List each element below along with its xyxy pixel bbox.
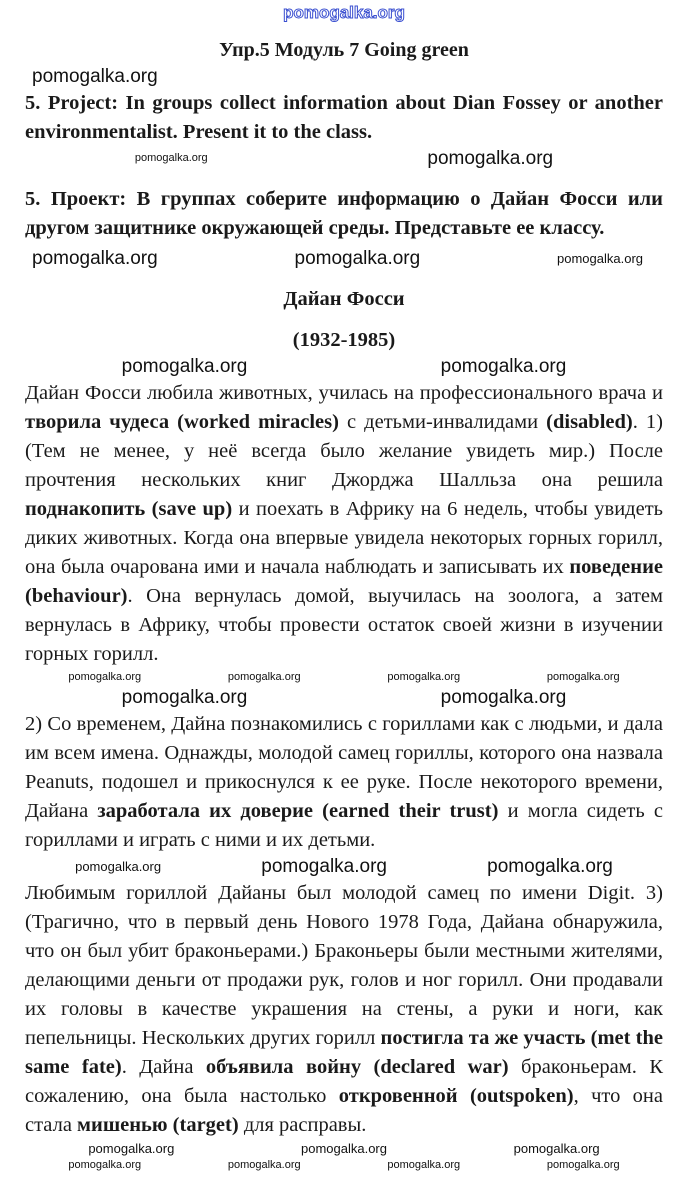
watermark: pomogalka.org [427, 147, 554, 169]
text-run: и поехать в Африку на 6 недель, чтобы увидеть диких животных. Когда она впервые увидела некоторых горных горилл, она была очарована ими и начала наблюдать и записывать их [25, 498, 664, 578]
text-run: , что она стала [25, 1085, 663, 1136]
watermark-row [25, 147, 663, 171]
article-heading: Дайан Фосси [283, 288, 405, 310]
article-years: (1932-1985) [292, 329, 396, 351]
watermark: pomogalka.org [283, 2, 405, 22]
page-title: Упр.5 Модуль 7 Going green [219, 39, 469, 61]
text-run: Дайан Фосси любила животных, училась на профессионального врача и [25, 382, 663, 404]
watermark: pomogalka.org [546, 670, 620, 683]
watermark-row [25, 247, 663, 271]
watermark: pomogalka.org [261, 855, 387, 877]
watermark: pomogalka.org [88, 1140, 175, 1156]
text-run: для расправы. [238, 1114, 367, 1136]
bold-phrase: поднакопить (save up) [25, 498, 233, 520]
watermark: pomogalka.org [557, 251, 643, 267]
watermark-row [25, 1140, 663, 1157]
bold-phrase: заработала их доверие (earned their trust) [97, 800, 499, 822]
bold-phrase: поведение (behaviour) [25, 556, 663, 607]
text-run: . 1) (Тем не менее, у неё всегда было желание увидеть мир.) После прочтения нескольких книг Джорджа Шалльза она решила [25, 411, 663, 491]
watermark: pomogalka.org [121, 355, 248, 377]
bold-phrase: объявила войну (declared war) [205, 1056, 509, 1078]
watermark-row [25, 65, 663, 89]
bold-phrase: мишенью (target) [77, 1114, 239, 1136]
watermark: pomogalka.org [68, 670, 142, 683]
watermark: pomogalka.org [227, 670, 301, 683]
watermark: pomogalka.org [440, 686, 567, 708]
watermark: pomogalka.org [32, 247, 158, 269]
bold-phrase: (disabled) [546, 411, 633, 433]
watermark: pomogalka.org [32, 65, 158, 87]
watermark: pomogalka.org [513, 1140, 600, 1156]
text-run: . Она вернулась домой, выучилась на зоолога, а затем вернулась в Африку, чтобы провести остаток своей жизни в изучении горных горилл. [25, 585, 663, 665]
watermark: pomogalka.org [300, 1140, 387, 1156]
text-run: браконьерам. К сожалению, она была настолько [25, 1056, 663, 1107]
watermark: pomogalka.org [227, 1158, 301, 1171]
watermark: pomogalka.org [546, 1158, 620, 1171]
watermark: pomogalka.org [294, 247, 421, 269]
text-run: Любимым гориллой Дайаны был молодой самец по имени Digit. 3) (Трагично, что в первый день Нового 1978 Года, Дайана обнаружила, что он был убит браконьерами.) Браконьеры были местными жителями, делающими деньги от продажи рук, голов и ног горилл. Они продавали их головы в качестве украшения на стены, а руки и ноги, как пепельницы. Нескольких других горилл [25, 882, 663, 1049]
watermark-row [25, 855, 663, 879]
text-run: и могла сидеть с гориллами и играть с ними и их детьми. [25, 800, 663, 851]
bold-phrase: откровенной (outspoken) [338, 1085, 574, 1107]
watermark-row [25, 686, 663, 710]
watermark: pomogalka.org [121, 686, 248, 708]
text-run: . Дайна [121, 1056, 206, 1078]
bold-phrase: постигла та же участь (met the same fate) [25, 1027, 663, 1078]
watermark: pomogalka.org [68, 1158, 142, 1171]
paragraph-2 [25, 710, 663, 855]
text-run: с детьми-инвалидами [338, 411, 547, 433]
task-russian: 5. Проект: В группах соберите информацию о Дайан Фосси или другом защитнике окружающей среды. Представьте ее классу. [25, 188, 663, 239]
watermark-row [25, 355, 663, 379]
watermark: pomogalka.org [75, 859, 162, 875]
text-run: 2) Со временем, Дайна познакомились с гориллами как с людьми, и дала им всем имена. Однажды, молодой самец гориллы, которого она назвала Peanuts, подошел и прикоснулся к ее руке. После некоторого времени, Дайана [25, 713, 663, 822]
paragraph-3 [25, 879, 663, 1140]
watermark-row [25, 669, 663, 686]
task-english: 5. Project: In groups collect information about Dian Fossey or another environmentalist. Present it to the class. [25, 92, 663, 143]
watermark-row [25, 1157, 663, 1174]
watermark: pomogalka.org [134, 152, 208, 165]
paragraph-1 [25, 379, 663, 669]
bold-phrase: творила чудеса (worked miracles) [25, 411, 339, 433]
watermark: pomogalka.org [487, 855, 613, 877]
watermark-row [25, 0, 663, 26]
watermark: pomogalka.org [440, 355, 567, 377]
watermark: pomogalka.org [387, 1158, 461, 1171]
watermark: pomogalka.org [387, 670, 461, 683]
